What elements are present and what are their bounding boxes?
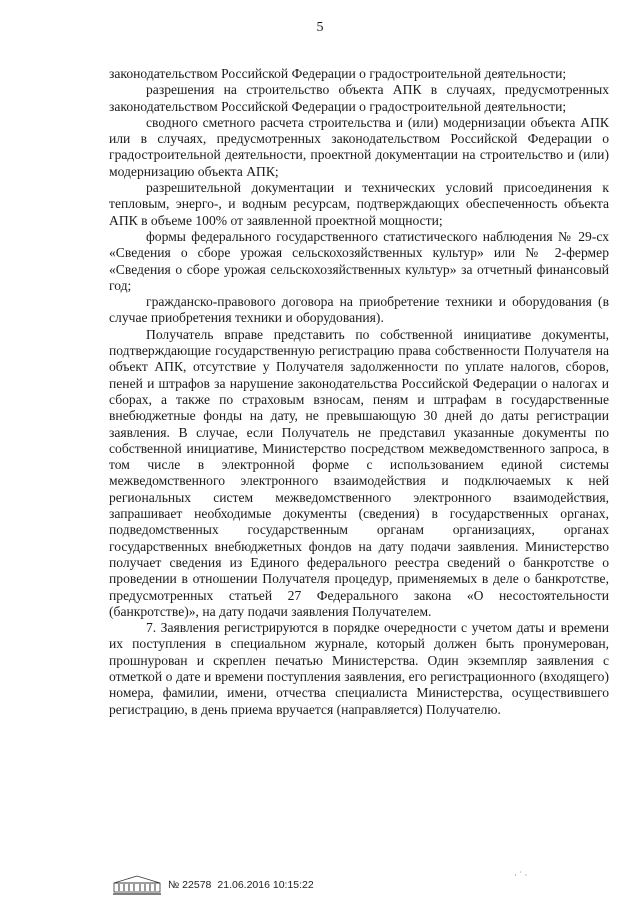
registration-timestamp: 21.06.2016 10:15:22 xyxy=(217,879,314,891)
government-building-logo xyxy=(112,874,162,896)
scan-artifact: · ˙ · xyxy=(514,870,528,880)
document-number: № 22578 xyxy=(168,879,212,891)
paragraph: формы федерального государственного статистического наблюдения № 29-сх «Сведения о сборе урожая сельскохозяйственных культур» или № 2-фермер «Сведения о сборе урожая сельскохозяйственных культур» за отчетный финансовый год; xyxy=(109,228,609,293)
page-number: 5 xyxy=(316,20,324,35)
document-body xyxy=(109,66,609,718)
paragraph: законодательством Российской Федерации о градостроительной деятельности; xyxy=(109,66,567,81)
paragraph: гражданско-правового договора на приобретение техники и оборудования (в случае приобретения техники и оборудования). xyxy=(109,294,609,326)
paragraph: сводного сметного расчета строительства и (или) модернизации объекта АПК или в случаях, предусмотренных законодательством Российской Федерации о градостроительной деятельности, проектной документации на строительство и (или) модернизацию объекта АПК; xyxy=(109,114,609,179)
registration-footer xyxy=(112,874,314,896)
paragraph: 7. Заявления регистрируются в порядке очередности с учетом даты и времени их поступления в специальном журнале, который должен быть пронумерован, прошнурован и скреплен печатью Министерства. Один экземпляр заявления с отметкой о дате и времени поступления заявления, его регистрационного (входящего) номера, фамилии, имени, отчества специалиста Министерства, осуществившего регистрацию, в день приема вручается (направляется) Получателю. xyxy=(109,620,609,717)
paragraph: разрешения на строительство объекта АПК в случаях, предусмотренных законодательством Российской Федерации о градостроительной деятельности; xyxy=(109,82,609,114)
paragraph: разрешительной документации и технических условий присоединения к тепловым, энерго-, и водным ресурсам, подтверждающих обеспеченность объекта АПК в объеме 100% от заявленной проектной мощности; xyxy=(109,180,609,228)
paragraph: Получатель вправе представить по собственной инициативе документы, подтверждающие государственную регистрацию права собственности Получателя на объект АПК, отсутствие у Получателя задолженности по уплате налогов, сборов, пеней и штрафов за нарушение законодательства Российской Федерации о налогах и сборах, а также по страховым взносам, пеням и штрафам в государственные внебюджетные фонды на дату, не превышающую 30 дней до даты регистрации заявления. В случае, если Получатель не представил указанные документы по собственной инициативе, Министерство посредством межведомственного запроса, в том числе в электронной форме с использованием единой системы межведомственного электронного взаимодействия и подключаемых к ней региональных систем межведомственного электронного взаимодействия, запрашивает необходимые документы (сведения) в государственных органах, подведомственных государственным органам организациях, органах государственных внебюджетных фондов на дату подачи заявления. Министерство получает сведения из Единого федерального реестра сведений о банкротстве о проведении в отношении Получателя процедур, применяемых в деле о банкротстве, предусмотренных статьей 27 Федерального закона «О несостоятельности (банкротстве)», на дату подачи заявления Получателем. xyxy=(109,326,609,619)
